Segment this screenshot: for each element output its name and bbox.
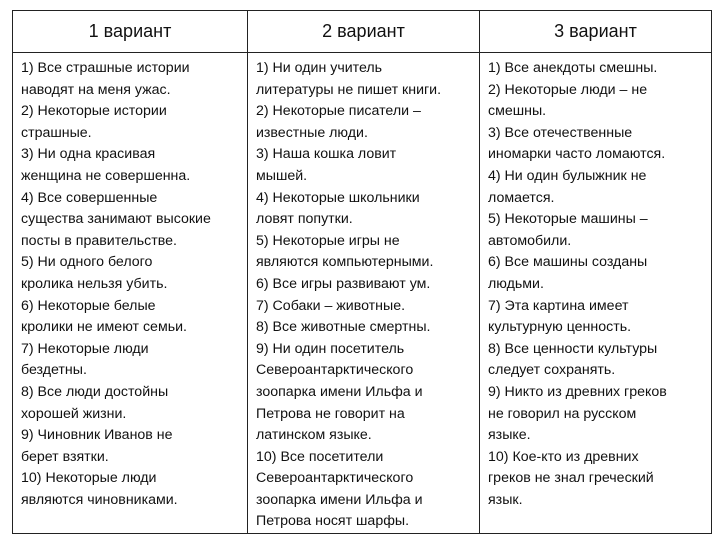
variant-3-statements [480, 53, 712, 534]
statement: 10) Кое-кто из древних греков не знал греческий язык. [488, 448, 654, 508]
statement: 5) Некоторые игры не являются компьютерными. [256, 232, 434, 271]
variant-2-statements [248, 53, 480, 534]
statement: 10) Все посетители Североантарктического зоопарка имени Ильфа и Петрова носят шарфы. [256, 448, 423, 530]
statement: 8) Все люди достойны хорошей жизни. [21, 383, 169, 422]
statement: 9) Никто из древних греков не говорил на русском языке. [488, 383, 667, 444]
statement: 1) Все анекдоты смешны. [488, 60, 658, 76]
statement: 7) Собаки – животные. [256, 297, 406, 314]
statement: 4) Ни один булыжник не ломается. [488, 167, 647, 206]
statement: 8) Все животные смертны. [256, 319, 431, 336]
statement: 3) Все отечественные иномарки часто ломаются. [488, 124, 666, 163]
statement: 3) Ни одна красивая женщина не совершенна. [21, 146, 191, 184]
statement: 9) Ни один посетитель Североантарктического зоопарка имени Ильфа и Петрова не говорит на латинском языке. [256, 340, 423, 444]
variant-1-statements [13, 53, 248, 534]
statement: 6) Все игры развивают ум. [256, 275, 431, 292]
statement: 3) Наша кошка ловит мышей. [256, 146, 397, 184]
statement: 2) Некоторые истории страшные. [21, 103, 167, 141]
statement: 1) Все страшные истории наводят на меня ужас. [21, 60, 190, 98]
statement: 7) Эта картина имеет культурную ценность. [488, 297, 632, 336]
statements-row [13, 53, 712, 534]
statement: 5) Некоторые машины – автомобили. [488, 211, 648, 249]
header-variant-2: 2 вариант [248, 11, 480, 53]
statement: 7) Некоторые люди бездетны. [21, 340, 149, 379]
statement: 2) Некоторые люди – не смешны. [488, 81, 648, 120]
statement: 2) Некоторые писатели – известные люди. [256, 103, 421, 141]
statement: 1) Ни один учитель литературы не пишет книги. [256, 60, 442, 98]
statement: 6) Все машины созданы людьми. [488, 254, 648, 292]
header-variant-3: 3 вариант [480, 11, 712, 53]
statement: 8) Все ценности культуры следует сохранять. [488, 340, 658, 379]
statement: 4) Все совершенные существа занимают высокие посты в правительстве. [21, 189, 211, 249]
statement: 4) Некоторые школьники ловят попутки. [256, 189, 420, 228]
header-variant-1: 1 вариант [13, 11, 248, 53]
statement: 5) Ни одного белого кролика нельзя убить. [21, 254, 168, 292]
variants-table [12, 10, 712, 534]
statement: 6) Некоторые белые кролики не имеют семьи. [21, 297, 187, 336]
statement: 9) Чиновник Иванов не берет взятки. [21, 427, 173, 465]
header-row [13, 11, 712, 53]
statement: 10) Некоторые люди являются чиновниками. [21, 470, 178, 508]
